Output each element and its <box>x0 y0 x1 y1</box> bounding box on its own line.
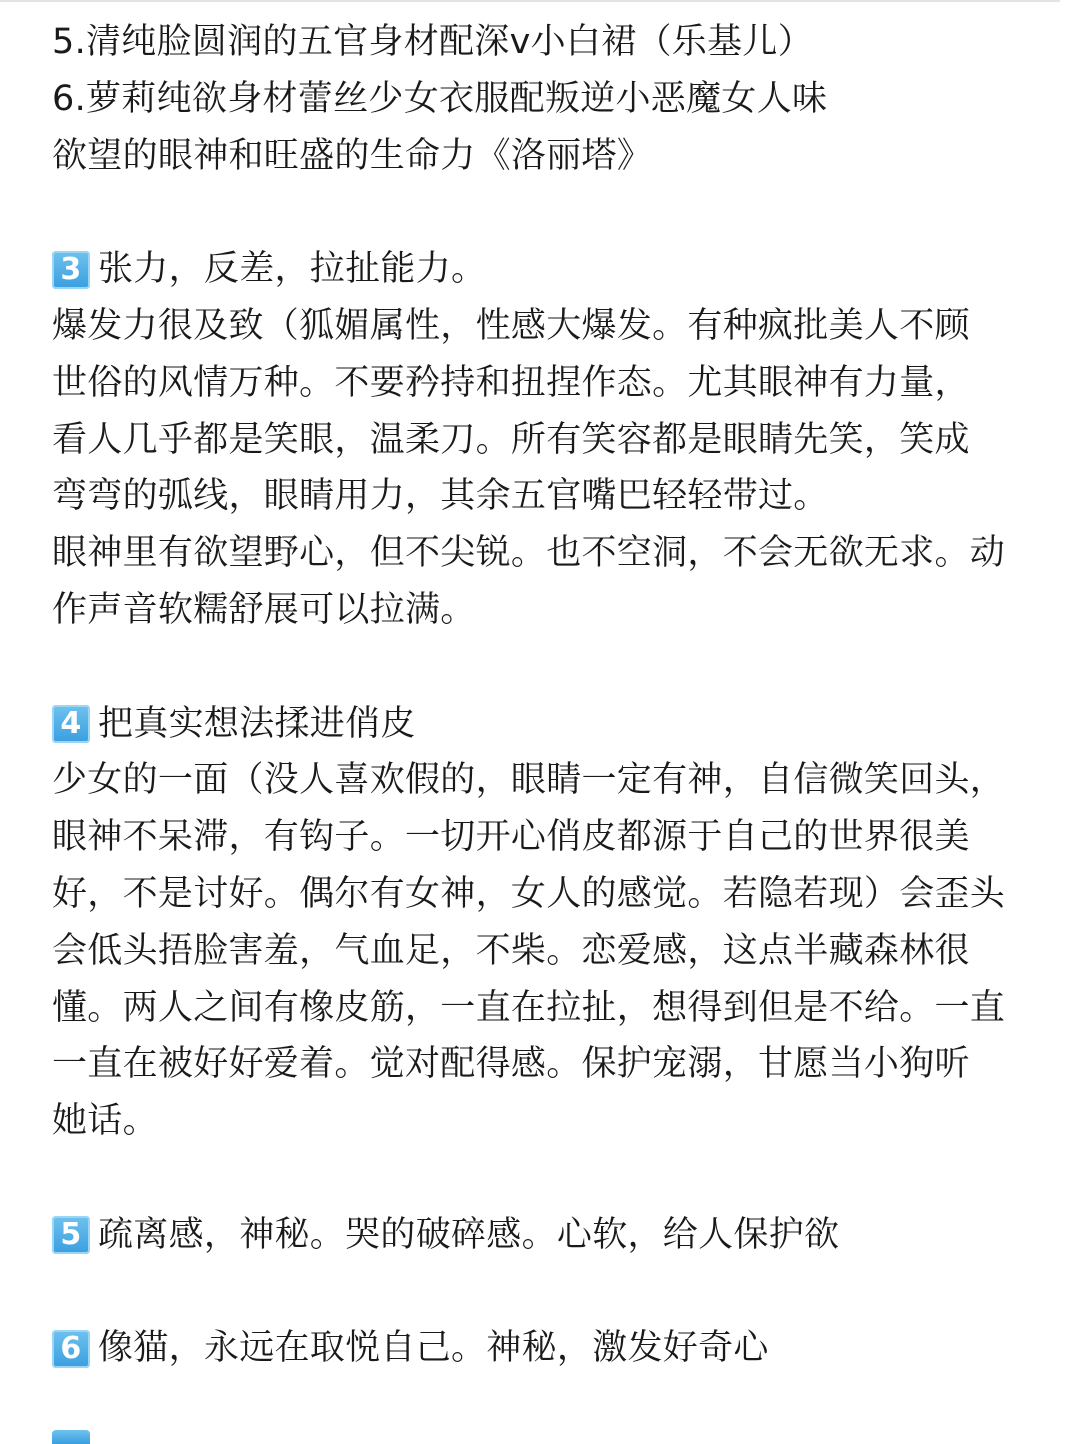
paragraph-line: 看人几乎都是笑眼，温柔刀。所有笑容都是眼睛先笑，笑成 <box>52 419 970 460</box>
keycap-4-icon: 4 <box>52 705 90 743</box>
paragraph-line: 弯弯的弧线，眼睛用力，其余五官嘴巴轻轻带过。 <box>52 476 829 517</box>
list-item-6: 6.萝莉纯欲身材蕾丝少女衣服配叛逆小恶魔女人味 <box>52 78 828 119</box>
blank-line <box>52 184 1042 241</box>
paragraph-line: 爆发力很及致（狐媚属性，性感大爆发。有种疯批美人不顾 <box>52 305 970 346</box>
section-heading-4 <box>52 696 1042 753</box>
section-title: 张力，反差，拉扯能力。 <box>98 249 487 290</box>
section-heading-6 <box>52 1320 1042 1377</box>
list-item-5: 5.清纯脸圆润的五官身材配深v小白裙（乐基儿） <box>52 22 814 62</box>
blank-line <box>52 1264 1042 1321</box>
note-body <box>52 14 1042 1377</box>
paragraph-line: 少女的一面（没人喜欢假的，眼睛一定有神，自信微笑回头， <box>52 760 1006 801</box>
section-title: 把真实想法揉进俏皮 <box>98 703 416 744</box>
paragraph-line: 会低头捂脸害羞，气血足，不柴。恋爱感，这点半藏森林很 <box>52 930 970 971</box>
paragraph-line: 眼神不呆滞，有钩子。一切开心俏皮都源于自己的世界很美 <box>52 817 970 858</box>
keycap-5-icon: 5 <box>52 1216 90 1254</box>
keycap-3-icon: 3 <box>52 251 90 289</box>
list-item-6-continued: 欲望的眼神和旺盛的生命力《洛丽塔》 <box>52 135 653 176</box>
blank-line <box>52 639 1042 696</box>
top-divider <box>0 0 1060 2</box>
section-title: 疏离感，神秘。哭的破碎感。心软，给人保护欲 <box>98 1214 840 1255</box>
paragraph-line: 好，不是讨好。偶尔有女神，女人的感觉。若隐若现）会歪头 <box>52 873 1006 914</box>
keycap-partial-icon <box>52 1430 90 1444</box>
paragraph-line: 一直在被好好爱着。觉对配得感。保护宠溺，甘愿当小狗听 <box>52 1044 970 1085</box>
blank-line <box>52 1150 1042 1207</box>
paragraph-line: 世俗的风情万种。不要矜持和扭捏作态。尤其眼神有力量， <box>52 362 970 403</box>
section-heading-3 <box>52 241 1042 298</box>
paragraph-line: 她话。 <box>52 1101 158 1142</box>
paragraph-line: 懂。两人之间有橡皮筋，一直在拉扯，想得到但是不给。一直 <box>52 987 1006 1028</box>
keycap-6-icon: 6 <box>52 1330 90 1368</box>
section-title: 像猫，永远在取悦自己。神秘，激发好奇心 <box>98 1328 769 1369</box>
paragraph-line: 眼神里有欲望野心，但不尖锐。也不空洞，不会无欲无求。动 <box>52 533 1006 574</box>
paragraph-line: 作声音软糯舒展可以拉满。 <box>52 589 476 630</box>
section-heading-5 <box>52 1207 1042 1264</box>
